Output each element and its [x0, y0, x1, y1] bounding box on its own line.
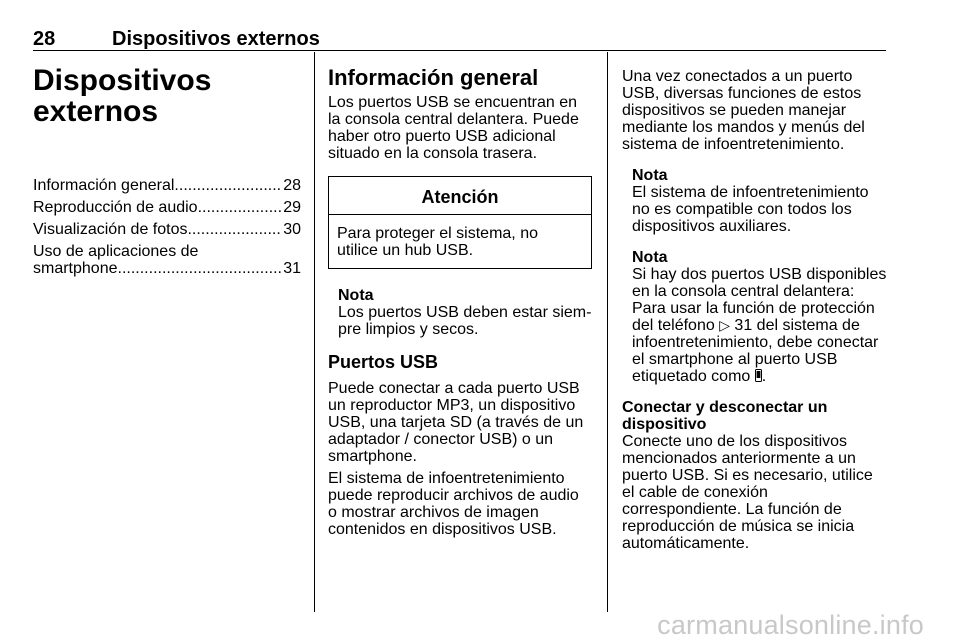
paragraph: Puede conectar a cada puerto USB un reproductor MP3, un dispositivo USB, una tarjeta SD (a través de un adaptador / conector USB) o un smartphone.: [328, 380, 584, 465]
toc-item-page: 30: [283, 221, 301, 238]
note-block: [338, 287, 592, 338]
sub-heading-line2: dispositivo: [622, 416, 707, 433]
chapter-column: [33, 60, 301, 282]
chapter-title: [33, 65, 301, 127]
toc-leader: [198, 199, 283, 216]
column-divider-1: [314, 52, 315, 612]
note-text-part: Si hay dos puertos USB disponibles en la consola central delantera: Para usar la función de protección del teléfono: [632, 266, 887, 334]
toc-leader: [118, 260, 283, 277]
section-title: Información general: [328, 65, 539, 90]
caution-body: Para proteger el sistema, no utilice un hub USB.: [337, 225, 538, 259]
toc-item[interactable]: [33, 199, 301, 216]
chapter-title-line1: Dispositivos: [33, 64, 212, 97]
note-label: Nota: [632, 249, 668, 266]
header-rule: [33, 50, 886, 51]
note-text: Los puertos USB deben estar siempre limpios y secos.: [338, 304, 592, 338]
note-text: [632, 266, 888, 385]
column-divider-2: [607, 52, 608, 612]
triangle-right-icon: ▷: [719, 317, 730, 333]
subsection-title: Puertos USB: [328, 352, 439, 372]
note-block: [632, 249, 888, 385]
note-text: El sistema de infoentretenimiento no es compatible con todos los dispositivos auxiliares.: [632, 184, 869, 235]
note-text-part: .: [761, 368, 767, 385]
paragraph: Una vez conectados a un puerto USB, diversas funciones de estos dispositivos se pueden manejar mediante los mandos y menús del sistema de infoentretenimiento.: [622, 68, 865, 153]
toc-item-page: 28: [283, 177, 301, 194]
content-column-3: [622, 60, 888, 552]
sub-heading-line1: Conectar y desconectar un: [622, 399, 828, 416]
page-reference[interactable]: 31: [734, 317, 753, 334]
toc-item-label: Reproducción de audio: [33, 199, 198, 216]
note-label: Nota: [632, 167, 668, 184]
sub-heading: [622, 399, 888, 433]
chapter-title-line2: externos: [33, 95, 159, 128]
intro-paragraph: Los puertos USB se encuentran en la consola central delantera. Puede haber otro puerto USB adicional situado en la consola trasera.: [328, 94, 579, 162]
note-text-part: del sistema de infoentretenimiento, debe conectar el smartphone al puerto USB etiquetado como: [632, 317, 879, 385]
caution-title: Atención: [329, 177, 591, 215]
watermark: carmanualsonline.info: [657, 610, 924, 640]
paragraph: Conecte uno de los dispositivos mencionados anteriormente a un puerto USB. Si es necesario, utilice el cable de conexión correspondiente. La función de reproducción de música se inicia automáticamente.: [622, 433, 873, 552]
table-of-contents: [33, 177, 301, 277]
toc-item-label: smartphone: [33, 260, 118, 277]
toc-item-page: 31: [283, 260, 301, 277]
running-title: Dispositivos externos: [112, 28, 320, 50]
toc-leader: [174, 177, 282, 194]
toc-item[interactable]: [33, 243, 301, 277]
toc-item-label: Información general: [33, 177, 175, 194]
caution-box: [328, 176, 592, 269]
page-number: 28: [33, 28, 56, 50]
toc-item[interactable]: [33, 221, 301, 238]
toc-item[interactable]: [33, 177, 301, 194]
paragraph: El sistema de infoentretenimiento puede reproducir archivos de audio o mostrar archivos de imagen contenidos en dispositivos USB.: [328, 470, 579, 538]
toc-item-page: 29: [283, 199, 301, 216]
phone-usb-icon: [755, 368, 762, 385]
content-column-2: [328, 60, 592, 538]
note-label: Nota: [338, 287, 374, 304]
note-block: [632, 167, 888, 235]
toc-item-label: Visualización de fotos: [33, 221, 188, 238]
toc-item-label-line1: Uso de aplicaciones de: [33, 243, 199, 260]
toc-leader: [187, 221, 282, 238]
